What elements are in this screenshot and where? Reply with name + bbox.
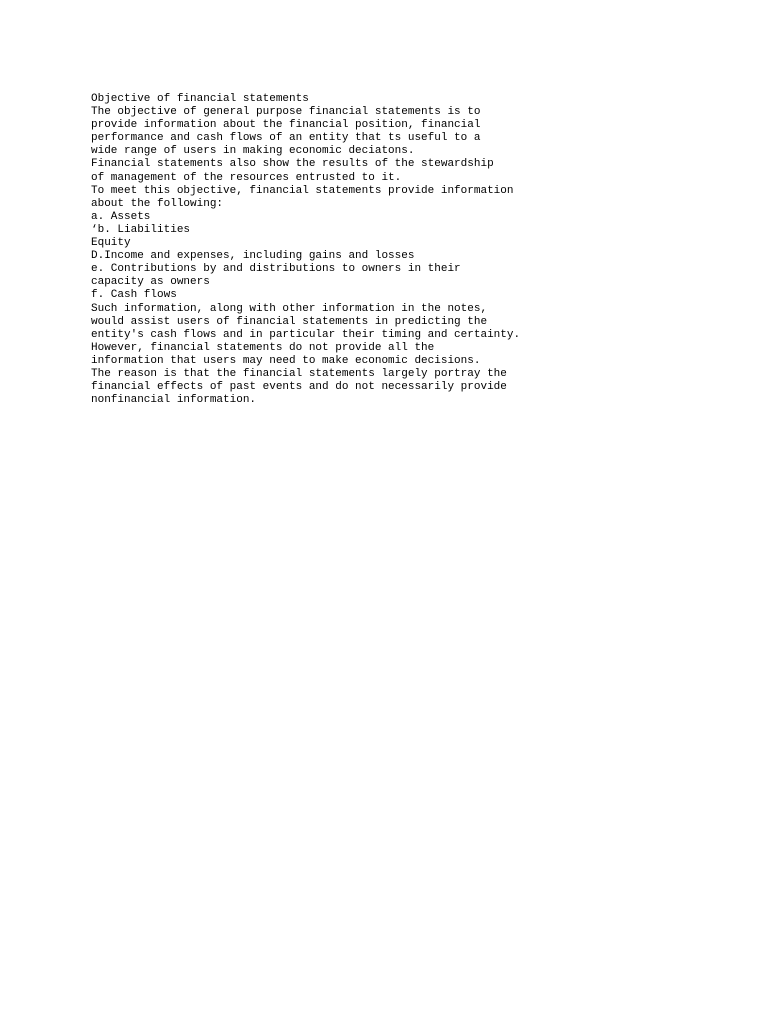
text-line: Financial statements also show the results of the stewardship [91, 158, 494, 171]
list-item: f. Cash flows [91, 289, 177, 302]
list-item: a. Assets [91, 210, 151, 223]
text-line: information that users may need to make economic decisions. [91, 354, 481, 367]
text-line: financial effects of past events and do not necessarily provide [91, 381, 507, 394]
text-line: However, financial statements do not provide all the [91, 341, 435, 354]
list-item: capacity as owners [91, 276, 210, 289]
text-line: of management of the resources entrusted to it. [91, 171, 402, 184]
document-text [91, 93, 741, 407]
text-line: provide information about the financial position, financial [91, 119, 481, 132]
list-item: ‘b. Liabilities [91, 223, 191, 236]
text-line: entity's cash flows and in particular their timing and certainty. [91, 328, 521, 341]
list-item: Equity [91, 237, 131, 250]
text-line: performance and cash flows of an entity that ts useful to a [91, 132, 481, 145]
text-line: about the following: [91, 197, 224, 210]
text-line: would assist users of financial statements in predicting the [91, 315, 488, 328]
list-item: e. Contributions by and distributions to owners in their [91, 263, 461, 276]
text-line: The reason is that the financial statements largely portray the [91, 367, 507, 380]
text-line: Such information, along with other information in the notes, [91, 302, 488, 315]
text-line: wide range of users in making economic deciatons. [91, 145, 415, 158]
list-item: D.Income and expenses, including gains and losses [91, 250, 415, 263]
text-line: To meet this objective, financial statements provide information [91, 184, 514, 197]
text-line: The objective of general purpose financial statements is to [91, 106, 481, 119]
heading-objective: Objective of financial statements [91, 93, 309, 105]
text-line: nonfinancial information. [91, 394, 257, 407]
